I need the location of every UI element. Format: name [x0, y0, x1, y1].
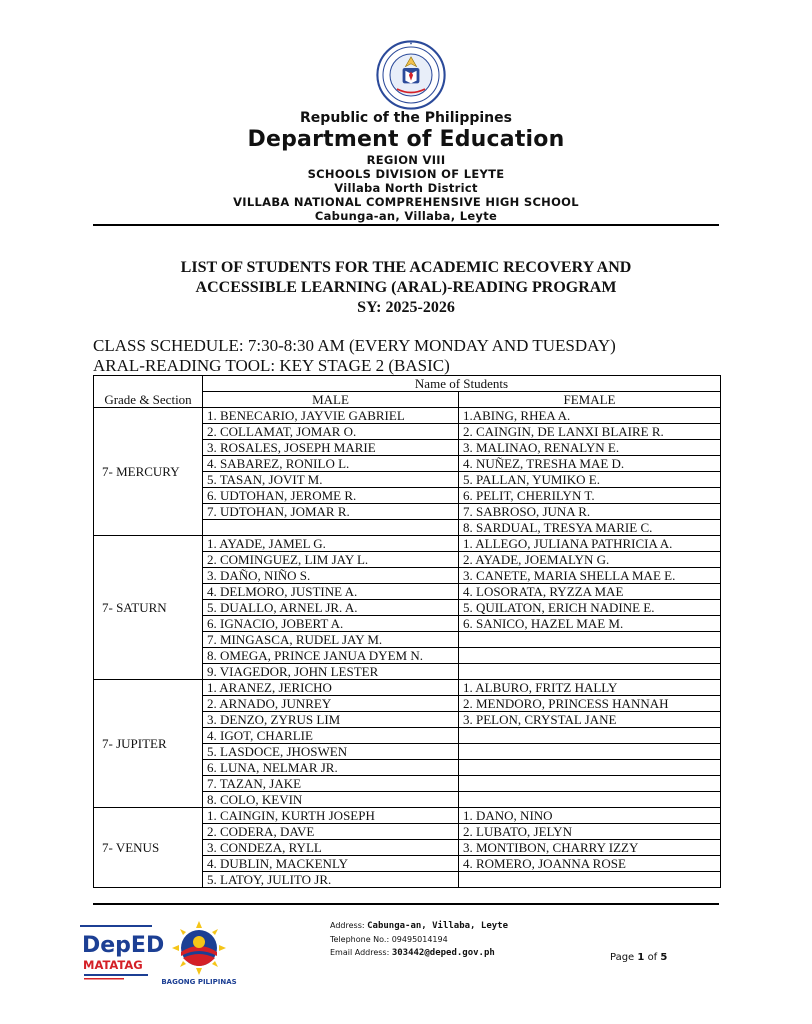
female-student-cell	[459, 728, 721, 744]
male-student-cell: 3. ROSALES, JOSEPH MARIE	[203, 440, 459, 456]
title-line-3: SY: 2025-2026	[357, 299, 455, 316]
female-student-cell: 2. AYADE, JOEMALYN G.	[459, 552, 721, 568]
deped-seal-logo	[376, 40, 446, 110]
male-student-cell	[203, 520, 459, 536]
male-student-cell: 9. VIAGEDOR, JOHN LESTER	[203, 664, 459, 680]
female-student-cell: 1. DANO, NINO	[459, 808, 721, 824]
male-student-cell: 7. MINGASCA, RUDEL JAY M.	[203, 632, 459, 648]
grade-section-cell: 7- VENUS	[94, 808, 203, 888]
male-student-cell: 5. TASAN, JOVIT M.	[203, 472, 459, 488]
bagong-pilipinas-text: BAGONG PILIPINAS	[161, 978, 237, 986]
table-row	[94, 408, 721, 424]
male-student-cell: 4. SABAREZ, RONILO L.	[203, 456, 459, 472]
male-header: MALE	[203, 392, 459, 408]
grade-section-cell: 7- JUPITER	[94, 680, 203, 808]
male-student-cell: 8. OMEGA, PRINCE JANUA DYEM N.	[203, 648, 459, 664]
male-student-cell: 3. DAÑO, NIÑO S.	[203, 568, 459, 584]
female-student-cell: 8. SARDUAL, TRESYA MARIE C.	[459, 520, 721, 536]
matatag-logo-text: MATATAG	[83, 958, 143, 972]
female-student-cell: 1. ALBURO, FRITZ HALLY	[459, 680, 721, 696]
deped-logo-text: DepED	[82, 933, 165, 958]
title-line-1: LIST OF STUDENTS FOR THE ACADEMIC RECOVERY AND	[180, 259, 632, 276]
footer-address	[330, 921, 508, 931]
male-student-cell: 1. BENECARIO, JAYVIE GABRIEL	[203, 408, 459, 424]
male-student-cell: 7. UDTOHAN, JOMAR R.	[203, 504, 459, 520]
female-student-cell	[459, 776, 721, 792]
male-student-cell: 2. ARNADO, JUNREY	[203, 696, 459, 712]
email-value: 303442@deped.gov.ph	[391, 948, 495, 958]
email-label: Email Address:	[330, 948, 390, 957]
male-student-cell: 4. DELMORO, JUSTINE A.	[203, 584, 459, 600]
male-student-cell: 4. DUBLIN, MACKENLY	[203, 856, 459, 872]
page-number	[610, 952, 667, 963]
female-student-cell: 6. SANICO, HAZEL MAE M.	[459, 616, 721, 632]
male-student-cell: 1. AYADE, JAMEL G.	[203, 536, 459, 552]
male-student-cell: 5. DUALLO, ARNEL JR. A.	[203, 600, 459, 616]
male-student-cell: 5. LASDOCE, JHOSWEN	[203, 744, 459, 760]
female-student-cell	[459, 744, 721, 760]
female-student-cell: 6. PELIT, CHERILYN T.	[459, 488, 721, 504]
bagong-pilipinas-logo	[160, 920, 238, 990]
page-total: 5	[660, 952, 668, 963]
telephone-label: Telephone No.:	[330, 935, 390, 944]
footer-telephone	[330, 935, 448, 944]
female-student-cell: 1.ABING, RHEA A.	[459, 408, 721, 424]
female-student-cell: 3. CANETE, MARIA SHELLA MAE E.	[459, 568, 721, 584]
title-line-2: ACCESSIBLE LEARNING (ARAL)-READING PROGRAM	[195, 279, 617, 296]
male-student-cell: 6. IGNACIO, JOBERT A.	[203, 616, 459, 632]
female-student-cell: 3. MALINAO, RENALYN E.	[459, 440, 721, 456]
location-line: Cabunga-an, Villaba, Leyte	[314, 209, 498, 223]
female-student-cell: 4. ROMERO, JOANNA ROSE	[459, 856, 721, 872]
female-student-cell: 2. CAINGIN, DE LANXI BLAIRE R.	[459, 424, 721, 440]
male-student-cell: 5. LATOY, JULITO JR.	[203, 872, 459, 888]
deped-matatag-logo	[80, 922, 165, 984]
region-line: REGION VIII	[366, 153, 446, 167]
female-student-cell: 4. LOSORATA, RYZZA MAE	[459, 584, 721, 600]
page-of: of	[647, 952, 658, 963]
footer-divider	[93, 903, 719, 905]
page-current: 1	[637, 952, 645, 963]
address-label: Address:	[330, 921, 365, 930]
reading-tool: ARAL-READING TOOL: KEY STAGE 2 (BASIC)	[93, 356, 450, 375]
division-line: SCHOOLS DIVISION OF LEYTE	[307, 167, 505, 181]
student-roster-table	[93, 375, 721, 888]
page-word: Page	[610, 952, 635, 963]
female-student-cell: 2. MENDORO, PRINCESS HANNAH	[459, 696, 721, 712]
male-student-cell: 1. CAINGIN, KURTH JOSEPH	[203, 808, 459, 824]
telephone-value: 09495014194	[391, 935, 448, 944]
female-student-cell: 3. MONTIBON, CHARRY IZZY	[459, 840, 721, 856]
table-row	[94, 536, 721, 552]
male-student-cell: 6. LUNA, NELMAR JR.	[203, 760, 459, 776]
female-header: FEMALE	[459, 392, 721, 408]
female-student-cell: 4. NUÑEZ, TRESHA MAE D.	[459, 456, 721, 472]
grade-section-cell: 7- SATURN	[94, 536, 203, 680]
female-student-cell	[459, 872, 721, 888]
female-student-cell: 2. LUBATO, JELYN	[459, 824, 721, 840]
republic-heading: Republic of the Philippines	[300, 110, 512, 126]
department-heading: Department of Education	[247, 127, 565, 152]
header-divider	[93, 224, 719, 226]
grade-section-header: Grade & Section	[94, 376, 203, 408]
grade-section-cell: 7- MERCURY	[94, 408, 203, 536]
female-student-cell: 5. PALLAN, YUMIKO E.	[459, 472, 721, 488]
female-student-cell: 5. QUILATON, ERICH NADINE E.	[459, 600, 721, 616]
male-student-cell: 6. UDTOHAN, JEROME R.	[203, 488, 459, 504]
female-student-cell	[459, 760, 721, 776]
female-student-cell: 7. SABROSO, JUNA R.	[459, 504, 721, 520]
male-student-cell: 8. COLO, KEVIN	[203, 792, 459, 808]
female-student-cell	[459, 648, 721, 664]
male-student-cell: 2. COLLAMAT, JOMAR O.	[203, 424, 459, 440]
female-student-cell: 1. ALLEGO, JULIANA PATHRICIA A.	[459, 536, 721, 552]
male-student-cell: 3. CONDEZA, RYLL	[203, 840, 459, 856]
female-student-cell	[459, 792, 721, 808]
names-header: Name of Students	[203, 376, 721, 392]
male-student-cell: 1. ARANEZ, JERICHO	[203, 680, 459, 696]
female-student-cell: 3. PELON, CRYSTAL JANE	[459, 712, 721, 728]
table-row	[94, 680, 721, 696]
district-line: Villaba North District	[334, 181, 478, 195]
address-value: Cabunga-an, Villaba, Leyte	[367, 921, 508, 931]
male-student-cell: 7. TAZAN, JAKE	[203, 776, 459, 792]
female-student-cell	[459, 664, 721, 680]
school-line: VILLABA NATIONAL COMPREHENSIVE HIGH SCHOOL	[233, 195, 579, 209]
male-student-cell: 4. IGOT, CHARLIE	[203, 728, 459, 744]
female-student-cell	[459, 632, 721, 648]
table-row	[94, 808, 721, 824]
male-student-cell: 3. DENZO, ZYRUS LIM	[203, 712, 459, 728]
footer-email	[330, 948, 495, 958]
male-student-cell: 2. COMINGUEZ, LIM JAY L.	[203, 552, 459, 568]
table-header-row	[94, 376, 721, 392]
class-schedule: CLASS SCHEDULE: 7:30-8:30 AM (EVERY MONDAY AND TUESDAY)	[93, 336, 616, 355]
male-student-cell: 2. CODERA, DAVE	[203, 824, 459, 840]
